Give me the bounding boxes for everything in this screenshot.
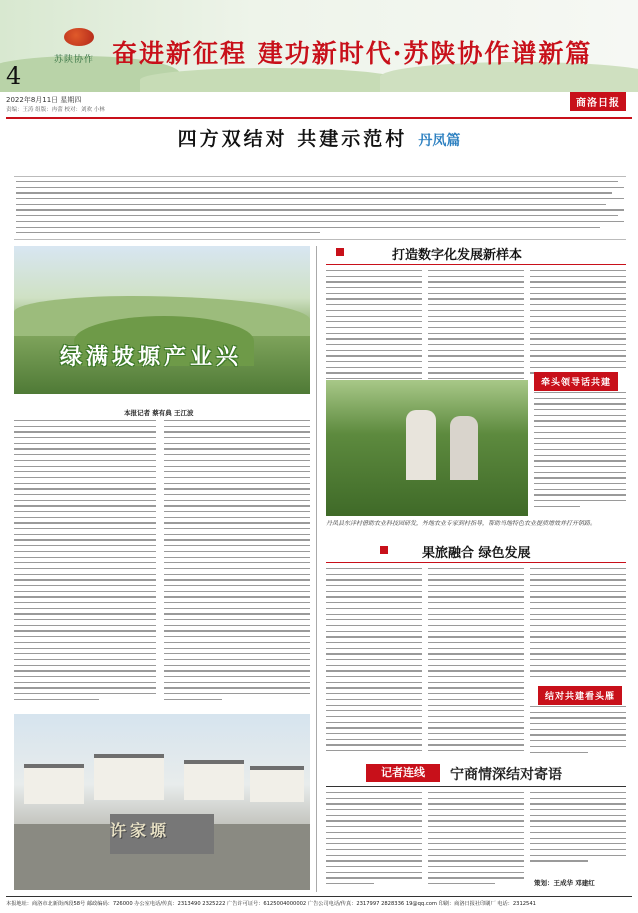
reporter-article-col-1 — [326, 792, 422, 889]
field-photo-caption: 丹凤县东洋村借助农业科技园研发，外地农业专家到村指导，帮助当地特色农业提质增效并打开销路。 — [326, 520, 597, 527]
logo-text: 苏陕协作 — [54, 55, 95, 65]
section-rule — [326, 786, 626, 787]
green-article-col-1 — [14, 420, 156, 704]
green-section-tag: 绿满坡塬产业兴 — [60, 344, 243, 370]
planner-credit: 策划：王成华 邓建红 — [534, 879, 595, 887]
digital-section-title: 打造数字化发展新样本 — [392, 248, 523, 263]
fruit-article-col-2 — [428, 568, 524, 756]
village-sign-text: 许家塬 — [110, 821, 171, 840]
head-goose-tag: 结对共建看头雁 — [538, 686, 622, 705]
column-divider — [316, 246, 317, 892]
section-marker-icon — [380, 546, 388, 554]
banner-hill-decoration — [140, 68, 400, 92]
paper-name-badge: 商洛日报 — [570, 92, 626, 111]
dateline — [6, 95, 105, 115]
head-goose-text — [530, 706, 626, 757]
fruit-article-col-1 — [326, 568, 422, 756]
intro-paragraph-block — [14, 176, 626, 240]
masthead-banner — [0, 0, 638, 92]
reporter-section-title: 宁商情深结对寄语 — [450, 767, 562, 783]
leader-talk-tag: 牵头领导话共建 — [534, 372, 618, 391]
section-rule — [326, 562, 626, 563]
page-footer: 本报地址：商洛市北新街西段58号 邮政编码：726000 办公室电话/传真：2313490 2325222 广告许可证号：6125004000002 广告公司电话/传真：2317997 2828336 19@qq.com 印刷：商洛日报社印刷厂 电话：2312541 — [6, 896, 632, 907]
reporter-label: 记者连线 — [366, 764, 440, 782]
fruit-article-col-3 — [530, 568, 626, 682]
banner-title: 奋进新征程 建功新时代·苏陕协作谱新篇 — [112, 39, 593, 68]
issue-date: 2022年8月11日 星期四 — [6, 96, 82, 104]
fruit-section-title: 果旅融合 绿色发展 — [422, 546, 531, 561]
xujiayuan-village-photo — [14, 714, 310, 890]
headline-main: 四方双结对 共建示范村 — [177, 128, 408, 150]
green-section-byline: 本报记者 蔡有典 王江波 — [124, 409, 194, 417]
digital-article-col-1 — [326, 270, 422, 384]
page-number: 4 — [6, 62, 22, 90]
reporter-article-col-3 — [530, 792, 626, 866]
section-marker-icon — [336, 248, 344, 256]
logo-mark-icon — [64, 28, 94, 46]
intro-text-lines — [14, 177, 626, 242]
page-headline — [0, 124, 638, 151]
green-article-col-2 — [164, 420, 310, 704]
digital-article-col-3 — [530, 270, 626, 378]
farm-field-photo — [326, 380, 528, 516]
editor-credits: 责编：王涛 组版：冉蕾 校对：刘欢 小林 — [6, 107, 105, 113]
digital-article-col-2 — [428, 270, 524, 384]
hillside-orchard-photo — [14, 246, 310, 394]
leader-talk-text — [534, 392, 626, 511]
section-rule — [326, 264, 626, 265]
headline-sub: 丹凤篇 — [418, 133, 461, 149]
reporter-article-col-2 — [428, 792, 524, 889]
header-rule — [6, 117, 632, 119]
